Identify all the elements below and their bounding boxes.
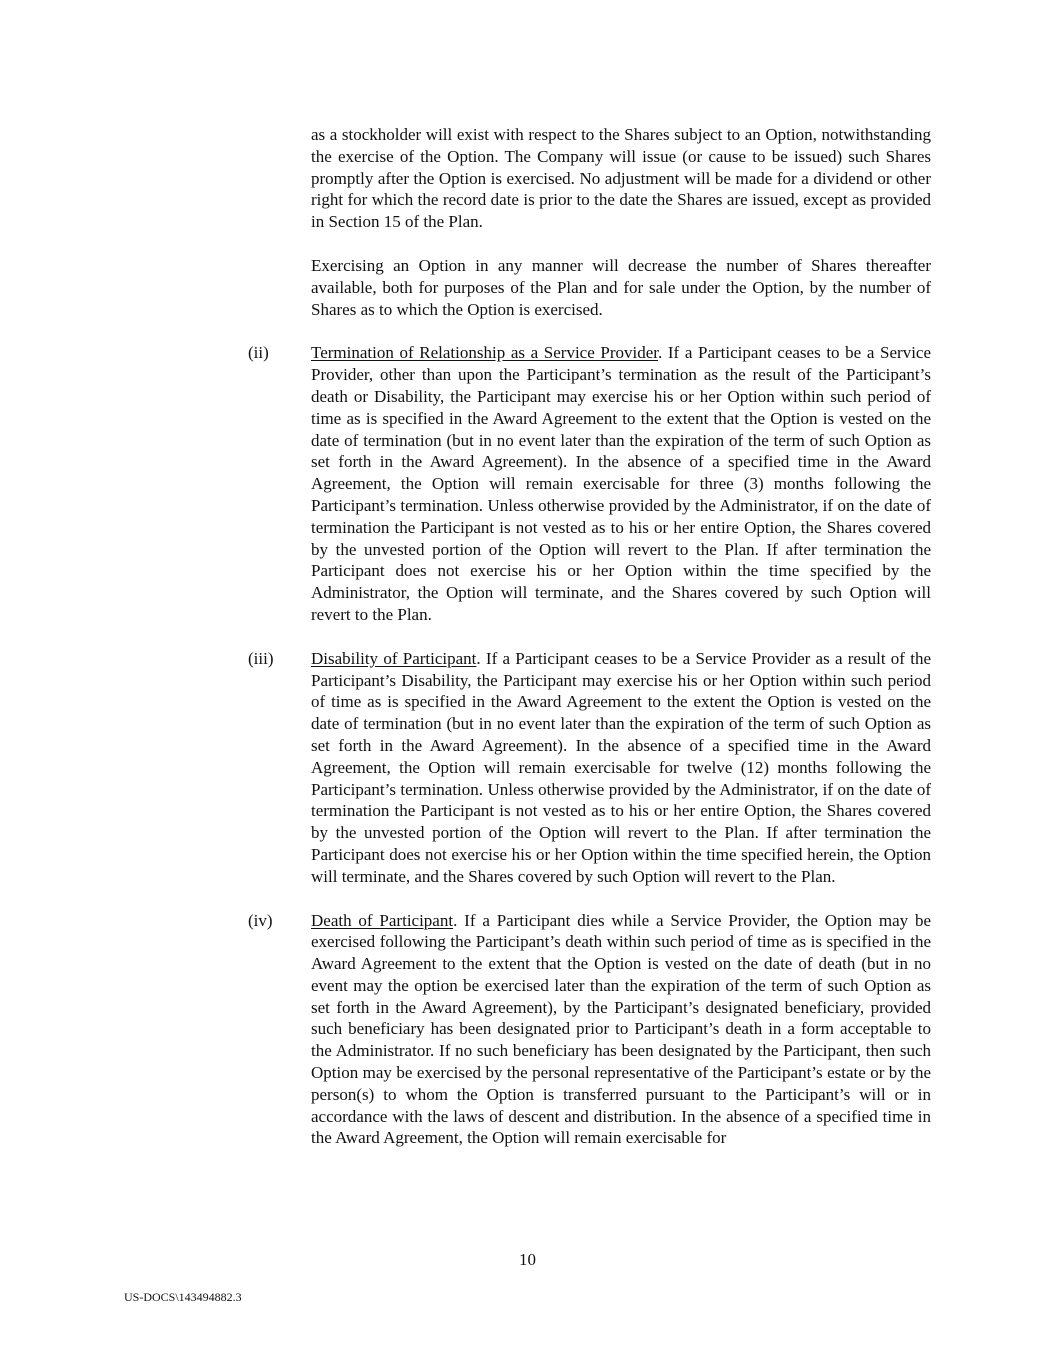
page-number: 10 [519,1250,536,1269]
section-item-iii [248,648,931,888]
exercise-effect-paragraph: Exercising an Option in any manner will decrease the number of Shares thereafter available, both for purposes of the Plan and for sale under the Option, by the number of Shares as to which the Option is exercised. [311,255,931,319]
item-heading: Death of Participant [311,910,454,930]
section-item-ii [248,342,932,625]
item-heading: Disability of Participant [311,648,477,668]
item-number: (iv) [248,910,273,930]
item-heading: Termination of Relationship as a Service Provider [311,343,659,363]
item-number: (ii) [248,343,269,363]
item-body: . If a Participant ceases to be a Service Provider, other than upon the Participant’s termination as the result of the Participant’s death or Disability, the Participant may exercise his or her Option within such period of time as is specified in the Award Agreement to the extent that the Option is vested on the date of termination (but in no event later than the expiration of the term of such Option as set forth in the Award Agreement). In the absence of a specified time in the Award Agreement, the Option will remain exercisable for three (3) months following the Participant’s termination. Unless otherwise provided by the Administrator, if on the date of termination the Participant is not vested as to his or her entire Option, the Shares covered by the unvested portion of the Option will revert to the Plan. If after termination the Participant does not exercise his or her Option within the time specified by the Administrator, the Option will terminate, and the Shares covered by such Option will revert to the Plan. [311,343,932,624]
continuation-paragraph: as a stockholder will exist with respect to the Shares subject to an Option, notwithstanding the exercise of the Option. The Company will issue (or cause to be issued) such Shares promptly after the Option is exercised. No adjustment will be made for a dividend or other right for which the record date is prior to the date the Shares are issued, except as provided in Section 15 of the Plan. [311,125,931,232]
document-id-footer: US-DOCS\143494882.3 [124,1290,242,1304]
document-body [248,124,932,1171]
item-body: . If a Participant ceases to be a Service Provider as a result of the Participant’s Disability, the Participant may exercise his or her Option within such period of time as is specified in the Award Agreement to the extent the Option is vested on the date of termination (but in no event later than the expiration of the term of such Option as set forth in the Award Agreement). In the absence of a specified time in the Award Agreement, the Option will remain exercisable for twelve (12) months following the Participant’s termination. Unless otherwise provided by the Administrator, if on the date of termination the Participant is not vested as to his or her entire Option, the Shares covered by the unvested portion of the Option will revert to the Plan. If after termination the Participant does not exercise his or her Option within the time specified herein, the Option will terminate, and the Shares covered by such Option will revert to the Plan. [311,648,931,886]
item-number: (iii) [248,648,274,668]
item-body: . If a Participant dies while a Service Provider, the Option may be exercised following the Participant’s death within such period of time as is specified in the Award Agreement to the extent that the Option is vested on the date of death (but in no event may the option be exercised later than the expiration of the term of such Option as set forth in the Award Agreement), by the Participant’s designated beneficiary, provided such beneficiary has been designated prior to Participant’s death in a form acceptable to the Administrator. If no such beneficiary has been designated by the Participant, then such Option may be exercised by the personal representative of the Participant’s estate or by the person(s) to whom the Option is transferred pursuant to the Participant’s will or in accordance with the laws of descent and distribution. In the absence of a specified time in the Award Agreement, the Option will remain exercisable for [311,910,931,1148]
section-item-iv [248,910,931,1150]
